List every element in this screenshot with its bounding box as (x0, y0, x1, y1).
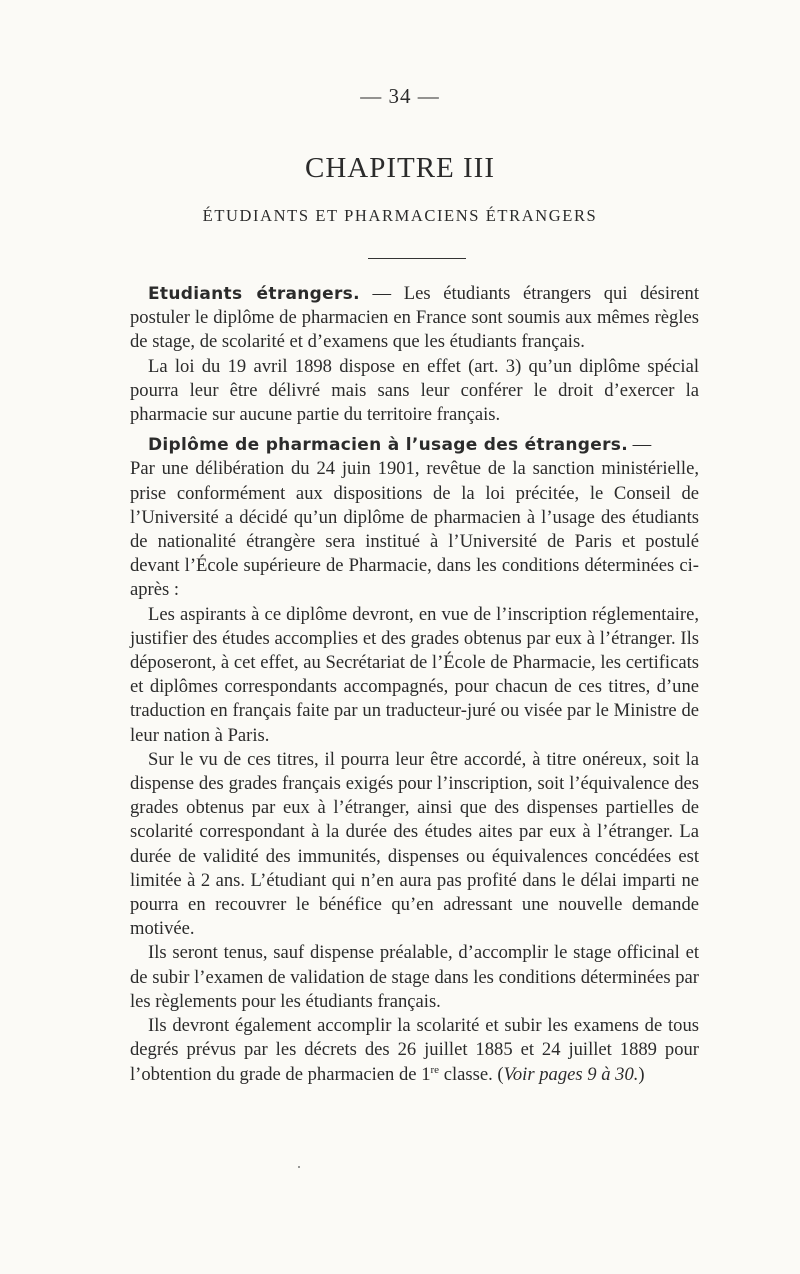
paragraph-text: — Les étudiants étrangers qui désirent postuler le diplôme de pharmacien en France sont soumis aux mêmes règles de stage, de scolarité et d’examens que les étudiants français. (130, 283, 699, 353)
section-divider (368, 258, 466, 259)
paragraph-loi-1898: La loi du 19 avril 1898 dispose en effet (art. 3) qu’un diplôme spécial pourra leur être délivré mais sans leur conférer le droit d’exercer la pharmacie sur aucune partie du territoire français. (130, 355, 699, 426)
paragraph-stage-officinal: Ils seront tenus, sauf dispense préalable, d’accomplir le stage officinal et de subir l’examen de validation de stage dans les conditions déterminées par les règlements pour les étudiants français. (130, 942, 699, 1012)
paragraph-vu-des-titres: Sur le vu de ces titres, il pourra leur être accordé, à titre onéreux, soit la dispense des grades français exigés pour l’inscription, soit l’équivalence des grades obtenus par eux à l’étranger, ainsi que des dispenses partielles de scolarité correspondant à la durée des études aites par eux à l’étranger. La durée de validité des immunités, dispenses ou équivalences concédées est limitée à 2 ans. L’étudiant qui n’en aura pas profité dans le délai imparti ne pourra en recouvrer le bénéfice qu’en adressant une nouvelle demande motivée. (130, 748, 699, 940)
paragraph-etudiants-intro (130, 282, 699, 355)
cross-reference: Voir pages 9 à 30. (503, 1063, 639, 1085)
paragraph-deliberation: Par une délibération du 24 juin 1901, revêtue de la sanction ministérielle, prise conformément aux dispositions de la loi précitée, le Conseil de l’Université a décidé qu’un diplôme de pharmacien à l’usage des étudiants de nationalité étrangère sera institué à l’Université de Paris et postulé devant l’École supérieure de Pharmacie, dans les conditions déterminées ci-après : (130, 458, 699, 601)
closing-parenthesis: ) (638, 1063, 645, 1085)
run-in-heading-etudiants: Etudiants étrangers. (148, 284, 360, 304)
print-speck (298, 1166, 300, 1168)
superscript-re: re (430, 1063, 440, 1076)
run-in-heading-diplome: Diplôme de pharmacien à l’usage des étrangers. (148, 435, 628, 456)
chapter-subtitle: ÉTUDIANTS ET PHARMACIENS ÉTRANGERS (202, 206, 598, 225)
paragraph-text: Ils devront également accomplir la scolarité et subir les examens de tous degrés prévus par les décrets des 26 juillet 1885 et 24 juillet 1889 pour l’obtention du grade de pharmacien de 1 (130, 1015, 699, 1085)
chapter-title: CHAPITRE III (304, 152, 495, 184)
page-number: — 34 — (360, 84, 440, 108)
paragraph-text-continued: classe. ( (439, 1063, 504, 1085)
heading-line-diplome (130, 433, 699, 457)
body-text (130, 282, 699, 1087)
heading-dash: — (632, 434, 652, 456)
paragraph-scolarite-examens (130, 1014, 699, 1087)
paragraph-aspirants: Les aspirants à ce diplôme devront, en vue de l’inscription réglementaire, justifier des études accomplies et des grades obtenus par eux à l’étranger. Ils déposeront, à cet effet, au Secrétariat de l’École de Pharmacie, les certificats et diplômes correspondants accompagnés, pour chacun de ces titres, d’une traduction en français faite par un traducteur-juré ou visée par le Ministre de leur nation à Paris. (130, 603, 699, 746)
